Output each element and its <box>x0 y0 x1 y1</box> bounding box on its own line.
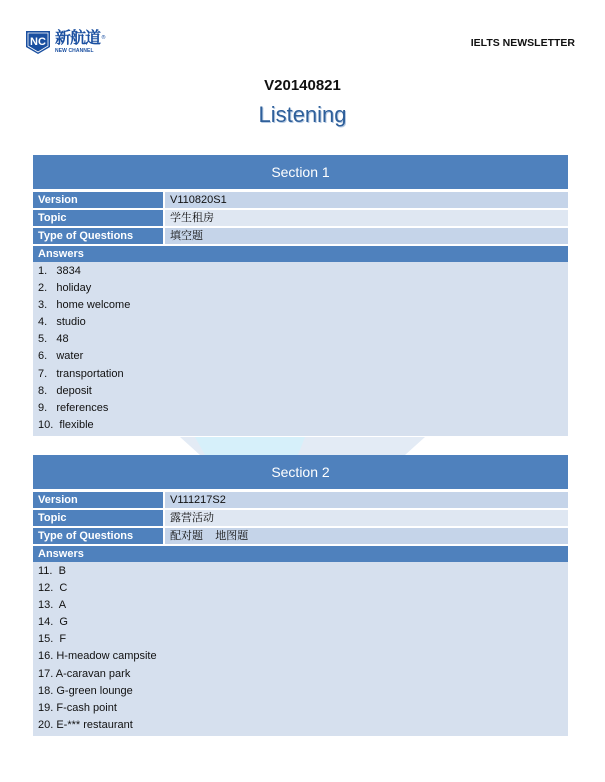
answer-item: 5. 48 <box>38 333 69 346</box>
topic-value: 露营活动 <box>165 510 568 526</box>
answer-item: 8. deposit <box>38 384 92 397</box>
version-value: V110820S1 <box>165 192 568 208</box>
version-label: Version <box>33 192 163 208</box>
topic-label: Topic <box>33 210 163 226</box>
document-code: V20140821 <box>264 77 341 94</box>
answer-item: 13. A <box>38 599 67 612</box>
version-row <box>33 192 568 208</box>
type-value: 配对题 地图题 <box>165 528 568 544</box>
version-label: Version <box>33 492 163 508</box>
answer-item: 17. A-caravan park <box>38 667 131 680</box>
answers-list <box>33 262 568 436</box>
answer-item: 10. flexible <box>38 418 94 431</box>
answer-item: 15. F <box>38 633 67 646</box>
version-value: V111217S2 <box>165 492 568 508</box>
page-header <box>24 24 575 64</box>
answer-item: 6. water <box>38 350 84 363</box>
answer-item: 14. G <box>38 616 68 629</box>
answer-item: 20. E-*** restaurant <box>38 718 133 731</box>
topic-value: 学生租房 <box>165 210 568 226</box>
answer-item: 4. studio <box>38 316 86 329</box>
section-title: Section 1 <box>33 155 568 189</box>
answer-item: 19. F-cash point <box>38 701 117 714</box>
type-label: Type of Questions <box>33 528 163 544</box>
topic-row <box>33 510 568 526</box>
answer-item: 18. G-green lounge <box>38 684 133 697</box>
logo-mark-letters: NC <box>30 36 46 48</box>
logo-text <box>55 29 105 54</box>
logo-chinese <box>55 29 105 47</box>
version-row <box>33 492 568 508</box>
type-row <box>33 228 568 244</box>
answer-item: 2. holiday <box>38 282 92 295</box>
topic-row <box>33 210 568 226</box>
answer-item: 3. home welcome <box>38 299 131 312</box>
answer-item: 12. C <box>38 582 68 595</box>
newsletter-label: IELTS NEWSLETTER <box>470 37 575 49</box>
answer-item: 16. H-meadow campsite <box>38 650 157 663</box>
nc-logo-icon <box>24 29 52 55</box>
topic-label: Topic <box>33 510 163 526</box>
answer-item: 9. references <box>38 401 109 414</box>
section-1 <box>33 155 568 436</box>
section-info <box>33 492 568 544</box>
section-info <box>33 192 568 244</box>
answers-header: Answers <box>33 546 568 562</box>
answer-item: 11. B <box>38 565 66 577</box>
logo-chinese-name: 新航道 <box>55 28 101 47</box>
logo-english: NEW CHANNEL <box>55 48 94 54</box>
type-row <box>33 528 568 544</box>
type-value: 填空题 <box>165 228 568 244</box>
section-title: Section 2 <box>33 455 568 489</box>
answer-item: 7. transportation <box>38 367 124 380</box>
section-2 <box>33 455 568 736</box>
document-subtitle: Listening <box>258 102 347 127</box>
answers-header: Answers <box>33 246 568 262</box>
answer-item: 1. 3834 <box>38 265 81 277</box>
new-channel-logo <box>24 29 105 55</box>
watermark-shape <box>180 437 425 455</box>
answers-list <box>33 562 568 736</box>
logo-trademark: ® <box>101 35 106 41</box>
type-label: Type of Questions <box>33 228 163 244</box>
